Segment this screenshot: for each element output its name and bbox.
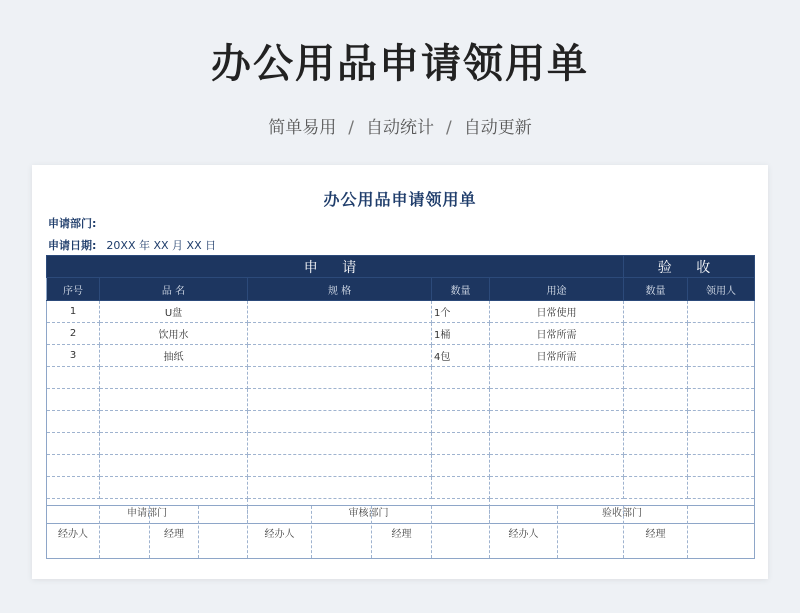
table-row-empty [47, 367, 755, 389]
date-label: 申请日期: [48, 239, 97, 252]
review-handler-sign[interactable] [312, 506, 372, 559]
group-header-row [47, 256, 755, 278]
group-apply-header: 申 请 [47, 256, 624, 278]
cell-receiver[interactable] [688, 301, 755, 323]
empty-cell[interactable] [432, 367, 490, 389]
empty-cell[interactable] [432, 433, 490, 455]
cell-qty[interactable]: 1桶 [432, 323, 490, 345]
accept-handler-label: 经办人 [490, 506, 558, 559]
empty-cell[interactable] [100, 367, 248, 389]
cell-spec[interactable] [248, 301, 432, 323]
apply-handler-label: 经办人 [47, 506, 100, 559]
empty-cell[interactable] [490, 411, 624, 433]
empty-cell[interactable] [100, 411, 248, 433]
cell-spec[interactable] [248, 323, 432, 345]
accept-manager-sign[interactable] [688, 506, 755, 559]
table-row-empty [47, 389, 755, 411]
empty-cell[interactable] [432, 389, 490, 411]
cell-no[interactable]: 1 [47, 301, 100, 323]
empty-cell[interactable] [688, 455, 755, 477]
empty-cell[interactable] [248, 367, 432, 389]
cell-qty[interactable]: 4包 [432, 345, 490, 367]
form-title: 办公用品申请领用单 [323, 190, 477, 209]
apply-manager-sign[interactable] [199, 506, 248, 559]
cell-use[interactable]: 日常使用 [490, 301, 624, 323]
empty-cell[interactable] [688, 389, 755, 411]
empty-cell[interactable] [100, 389, 248, 411]
cell-name[interactable]: 抽纸 [100, 345, 248, 367]
empty-cell[interactable] [688, 367, 755, 389]
empty-cell[interactable] [490, 389, 624, 411]
col-header-use: 用途 [490, 278, 624, 301]
table-row-empty [47, 411, 755, 433]
table-row [47, 345, 755, 367]
empty-cell[interactable] [248, 411, 432, 433]
empty-cell[interactable] [248, 433, 432, 455]
empty-cell[interactable] [624, 411, 688, 433]
signature-row [47, 506, 755, 559]
apply-dept-label: 申请部门 [47, 499, 248, 524]
page-subtitle [0, 113, 800, 138]
col-header-receiver: 领用人 [688, 278, 755, 301]
empty-cell[interactable] [490, 477, 624, 499]
cell-spec[interactable] [248, 345, 432, 367]
empty-cell[interactable] [47, 411, 100, 433]
subtitle-item: 自动更新 [463, 118, 532, 138]
table-row [47, 323, 755, 345]
cell-qty2[interactable] [624, 323, 688, 345]
empty-cell[interactable] [248, 389, 432, 411]
cell-name[interactable]: 饮用水 [100, 323, 248, 345]
cell-no[interactable]: 3 [47, 345, 100, 367]
empty-cell[interactable] [490, 367, 624, 389]
empty-cell[interactable] [624, 433, 688, 455]
request-table [46, 255, 755, 524]
date-line [48, 237, 216, 253]
table-row-empty [47, 477, 755, 499]
empty-cell[interactable] [100, 455, 248, 477]
dept-line [48, 215, 96, 231]
table-row [47, 301, 755, 323]
col-header-qty2: 数量 [624, 278, 688, 301]
empty-cell[interactable] [624, 367, 688, 389]
cell-qty2[interactable] [624, 301, 688, 323]
col-header-name: 品 名 [100, 278, 248, 301]
accept-manager-label: 经理 [624, 506, 688, 559]
column-header-row [47, 278, 755, 301]
empty-cell[interactable] [432, 477, 490, 499]
empty-cell[interactable] [432, 455, 490, 477]
subtitle-separator: / [348, 118, 354, 138]
cell-qty[interactable]: 1个 [432, 301, 490, 323]
empty-cell[interactable] [624, 455, 688, 477]
accept-dept-label: 验收部门 [490, 499, 755, 524]
form-card [32, 165, 768, 579]
col-header-qty: 数量 [432, 278, 490, 301]
cell-use[interactable]: 日常所需 [490, 323, 624, 345]
apply-manager-label: 经理 [150, 506, 199, 559]
subtitle-separator: / [446, 118, 452, 138]
review-manager-label: 经理 [372, 506, 432, 559]
review-dept-label: 审核部门 [248, 499, 490, 524]
table-row-empty [47, 455, 755, 477]
page-title: 办公用品申请领用单 [211, 41, 589, 87]
empty-cell[interactable] [248, 477, 432, 499]
date-value: 20XX 年 XX 月 XX 日 [106, 239, 217, 252]
cell-name[interactable]: U盘 [100, 301, 248, 323]
col-header-no: 序号 [47, 278, 100, 301]
empty-cell[interactable] [47, 433, 100, 455]
empty-cell[interactable] [490, 433, 624, 455]
subtitle-item: 简单易用 [268, 118, 337, 138]
cell-use[interactable]: 日常所需 [490, 345, 624, 367]
empty-cell[interactable] [432, 411, 490, 433]
review-handler-label: 经办人 [248, 506, 312, 559]
accept-handler-sign[interactable] [558, 506, 624, 559]
empty-cell[interactable] [688, 433, 755, 455]
empty-cell[interactable] [688, 477, 755, 499]
signature-table [46, 505, 755, 559]
empty-cell[interactable] [47, 477, 100, 499]
review-manager-sign[interactable] [432, 506, 490, 559]
col-header-spec: 规 格 [248, 278, 432, 301]
subtitle-item: 自动统计 [366, 118, 434, 138]
cell-qty2[interactable] [624, 345, 688, 367]
empty-cell[interactable] [624, 389, 688, 411]
apply-handler-sign[interactable] [100, 506, 150, 559]
dept-label: 申请部门: [48, 217, 97, 230]
empty-cell[interactable] [47, 455, 100, 477]
table-row-empty [47, 433, 755, 455]
cell-receiver[interactable] [688, 345, 755, 367]
empty-cell[interactable] [490, 455, 624, 477]
empty-cell[interactable] [100, 477, 248, 499]
cell-receiver[interactable] [688, 323, 755, 345]
empty-cell[interactable] [47, 367, 100, 389]
empty-cell[interactable] [47, 389, 100, 411]
group-accept-header: 验 收 [624, 256, 755, 278]
empty-cell[interactable] [624, 477, 688, 499]
empty-cell[interactable] [248, 455, 432, 477]
empty-cell[interactable] [688, 411, 755, 433]
cell-no[interactable]: 2 [47, 323, 100, 345]
empty-cell[interactable] [100, 433, 248, 455]
